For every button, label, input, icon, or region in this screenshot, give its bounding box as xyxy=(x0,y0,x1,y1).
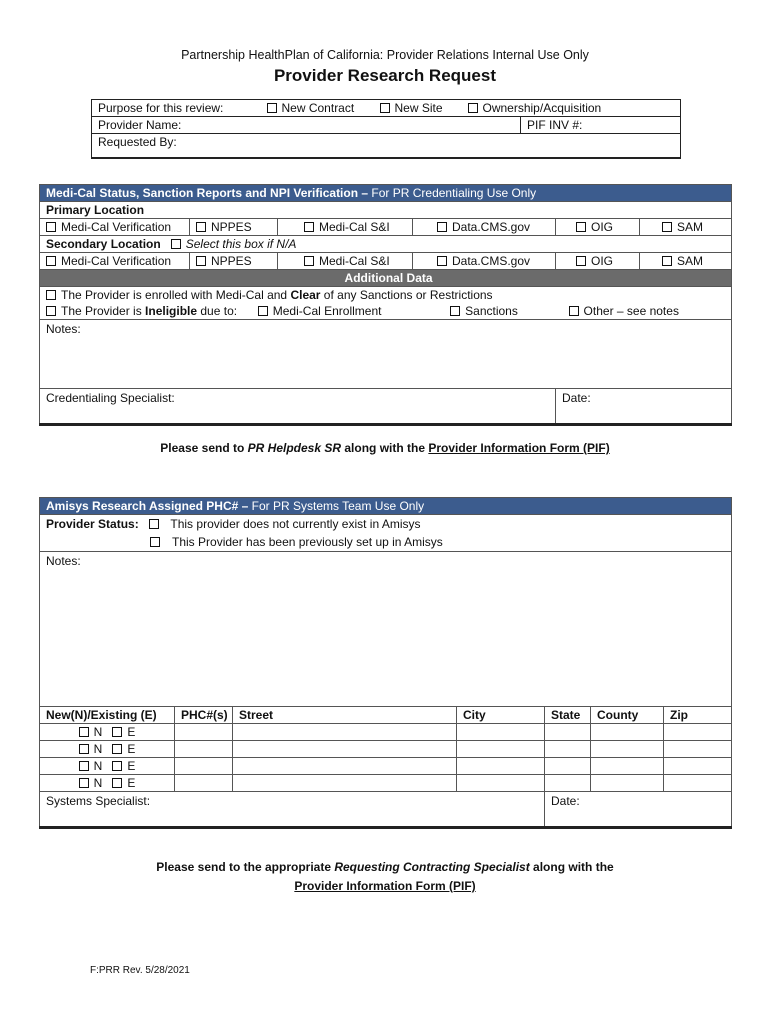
zip-cell[interactable] xyxy=(664,775,732,792)
medi-cal-verification-check[interactable]: Medi-Cal Verification xyxy=(40,253,190,270)
col-state: State xyxy=(545,707,591,724)
contracting-instruction: Please send to the appropriate Requesting Contracting Specialist along with the Provider Information Form (PIF) xyxy=(156,860,614,893)
credentialing-date-field[interactable]: Date: xyxy=(556,389,732,425)
sam-check[interactable]: SAM xyxy=(640,253,732,270)
street-cell[interactable] xyxy=(233,741,457,758)
checkbox-icon[interactable] xyxy=(46,256,56,266)
ineligible-option[interactable]: The Provider is Ineligible due to: xyxy=(46,304,237,318)
street-cell[interactable] xyxy=(233,775,457,792)
phc-cell[interactable] xyxy=(175,775,233,792)
col-street: Street xyxy=(233,707,457,724)
checkbox-icon[interactable] xyxy=(450,306,460,316)
ineligible-sanctions-option[interactable]: Sanctions xyxy=(450,304,518,318)
medical-notes-field[interactable]: Notes: xyxy=(40,320,732,389)
checkbox-icon[interactable] xyxy=(112,778,122,788)
zip-cell[interactable] xyxy=(664,758,732,775)
checkbox-icon[interactable] xyxy=(46,306,56,316)
checkbox-icon[interactable] xyxy=(437,256,447,266)
checkbox-icon[interactable] xyxy=(437,222,447,232)
street-cell[interactable] xyxy=(233,758,457,775)
amisys-section-header: Amisys Research Assigned PHC# – For PR Systems Team Use Only xyxy=(40,498,732,515)
table-row xyxy=(40,758,732,775)
new-existing-cell[interactable]: N E xyxy=(40,724,175,741)
checkbox-icon[interactable] xyxy=(258,306,268,316)
medi-cal-si-check[interactable]: Medi-Cal S&I xyxy=(278,253,413,270)
secondary-na-hint: Select this box if N/A xyxy=(185,237,297,251)
zip-cell[interactable] xyxy=(664,741,732,758)
provider-name-field[interactable]: Provider Name: xyxy=(92,117,521,134)
secondary-location-row: Secondary Location Select this box if N/A xyxy=(40,236,732,253)
pr-helpdesk-instruction: Please send to PR Helpdesk SR along with the Provider Information Form (PIF) xyxy=(160,441,610,455)
amisys-section xyxy=(39,497,732,829)
credentialing-specialist-field[interactable]: Credentialing Specialist: xyxy=(40,389,556,425)
additional-data-header: Additional Data xyxy=(40,270,732,287)
zip-cell[interactable] xyxy=(664,724,732,741)
county-cell[interactable] xyxy=(591,724,664,741)
sam-check[interactable]: SAM xyxy=(640,219,732,236)
state-cell[interactable] xyxy=(545,775,591,792)
checkbox-icon[interactable] xyxy=(112,744,122,754)
new-existing-cell[interactable]: N E xyxy=(40,758,175,775)
ineligible-row xyxy=(40,303,732,320)
checkbox-icon[interactable] xyxy=(112,727,122,737)
medi-cal-si-check[interactable]: Medi-Cal S&I xyxy=(278,219,413,236)
checkbox-icon[interactable] xyxy=(150,537,160,547)
checkbox-icon[interactable] xyxy=(196,222,206,232)
ineligible-other-option[interactable]: Other – see notes xyxy=(569,304,679,318)
phc-cell[interactable] xyxy=(175,741,233,758)
checkbox-icon[interactable] xyxy=(79,761,89,771)
checkbox-icon[interactable] xyxy=(79,727,89,737)
oig-check[interactable]: OIG xyxy=(556,219,640,236)
revision-footer: F:PRR Rev. 5/28/2021 xyxy=(90,965,190,976)
systems-specialist-field[interactable]: Systems Specialist: xyxy=(40,792,545,828)
state-cell[interactable] xyxy=(545,758,591,775)
purpose-label: Purpose for this review: xyxy=(92,100,261,117)
address-table-header xyxy=(40,707,732,724)
phc-cell[interactable] xyxy=(175,758,233,775)
secondary-checks-row xyxy=(40,253,732,270)
status-previously-setup-option[interactable]: This Provider has been previously set up in Amisys xyxy=(150,535,442,549)
status-not-exist-option[interactable]: This provider does not currently exist in Amisys xyxy=(149,517,421,531)
new-contract-option[interactable]: New Contract xyxy=(261,100,374,117)
data-cms-check[interactable]: Data.CMS.gov xyxy=(413,253,556,270)
new-site-option[interactable]: New Site xyxy=(374,100,462,117)
medi-cal-verification-check[interactable]: Medi-Cal Verification xyxy=(40,219,190,236)
checkbox-icon[interactable] xyxy=(79,744,89,754)
checkbox-icon[interactable] xyxy=(149,519,159,529)
checkbox-icon[interactable] xyxy=(267,103,277,113)
purpose-box xyxy=(91,99,681,159)
ownership-option[interactable]: Ownership/Acquisition xyxy=(462,100,681,117)
col-new-existing: New(N)/Existing (E) xyxy=(40,707,175,724)
table-row xyxy=(40,724,732,741)
checkbox-icon[interactable] xyxy=(662,222,672,232)
state-cell[interactable] xyxy=(545,741,591,758)
col-phc: PHC#(s) xyxy=(175,707,233,724)
table-row xyxy=(40,775,732,792)
checkbox-icon[interactable] xyxy=(304,222,314,232)
nppes-check[interactable]: NPPES xyxy=(190,253,278,270)
checkbox-icon[interactable] xyxy=(304,256,314,266)
enrolled-clear-option[interactable]: The Provider is enrolled with Medi-Cal and Clear of any Sanctions or Restrictions xyxy=(40,287,732,304)
city-cell[interactable] xyxy=(457,741,545,758)
county-cell[interactable] xyxy=(591,775,664,792)
city-cell[interactable] xyxy=(457,758,545,775)
new-existing-cell[interactable]: N E xyxy=(40,775,175,792)
provider-status-row xyxy=(40,515,732,552)
checkbox-icon[interactable] xyxy=(468,103,478,113)
data-cms-check[interactable]: Data.CMS.gov xyxy=(413,219,556,236)
col-zip: Zip xyxy=(664,707,732,724)
checkbox-icon[interactable] xyxy=(569,306,579,316)
checkbox-icon[interactable] xyxy=(112,761,122,771)
pif-inv-field[interactable]: PIF INV #: xyxy=(521,117,681,134)
amisys-notes-field[interactable]: Notes: xyxy=(40,552,732,707)
checkbox-icon[interactable] xyxy=(171,239,181,249)
oig-check[interactable]: OIG xyxy=(556,253,640,270)
primary-checks-row xyxy=(40,219,732,236)
ineligible-enrollment-option[interactable]: Medi-Cal Enrollment xyxy=(258,304,382,318)
primary-location-label: Primary Location xyxy=(40,202,732,219)
county-cell[interactable] xyxy=(591,758,664,775)
city-cell[interactable] xyxy=(457,724,545,741)
street-cell[interactable] xyxy=(233,724,457,741)
form-subtitle: Partnership HealthPlan of California: Provider Relations Internal Use Only xyxy=(181,48,589,62)
checkbox-icon[interactable] xyxy=(46,222,56,232)
table-row xyxy=(40,741,732,758)
county-cell[interactable] xyxy=(591,741,664,758)
city-cell[interactable] xyxy=(457,775,545,792)
systems-date-field[interactable]: Date: xyxy=(545,792,732,828)
checkbox-icon[interactable] xyxy=(46,290,56,300)
checkbox-icon[interactable] xyxy=(380,103,390,113)
form-title: Provider Research Request xyxy=(273,66,497,85)
col-city: City xyxy=(457,707,545,724)
checkbox-icon[interactable] xyxy=(576,222,586,232)
phc-cell[interactable] xyxy=(175,724,233,741)
checkbox-icon[interactable] xyxy=(196,256,206,266)
state-cell[interactable] xyxy=(545,724,591,741)
col-county: County xyxy=(591,707,664,724)
new-existing-cell[interactable]: N E xyxy=(40,741,175,758)
checkbox-icon[interactable] xyxy=(662,256,672,266)
checkbox-icon[interactable] xyxy=(79,778,89,788)
medical-section-header: Medi-Cal Status, Sanction Reports and NPI Verification – For PR Credentialing Use Only xyxy=(40,185,732,202)
medical-section xyxy=(39,184,732,426)
nppes-check[interactable]: NPPES xyxy=(190,219,278,236)
checkbox-icon[interactable] xyxy=(576,256,586,266)
provider-status-label: Provider Status: xyxy=(46,517,139,531)
requested-by-field[interactable]: Requested By: xyxy=(92,134,681,159)
